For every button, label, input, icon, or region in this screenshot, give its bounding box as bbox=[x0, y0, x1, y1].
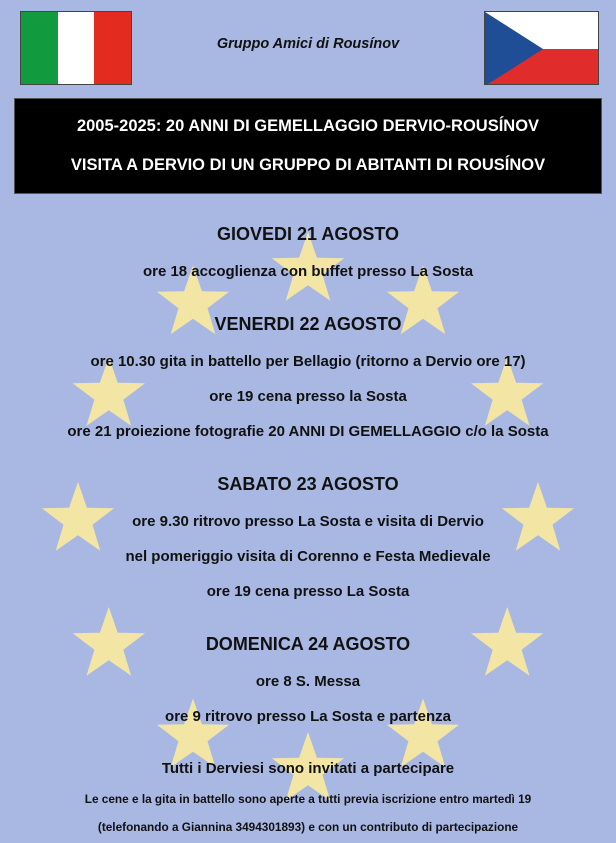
footer-note-2: (telefonando a Giannina 3494301893) e con un contributo di partecipazione bbox=[97, 820, 519, 834]
day-title-saturday: SABATO 23 AGOSTO bbox=[217, 474, 399, 494]
czech-flag-icon bbox=[484, 11, 599, 85]
event-line: ore 9.30 ritrovo presso La Sosta e visita di Dervio bbox=[132, 513, 484, 530]
day-title-friday: VENERDI 22 AGOSTO bbox=[214, 314, 402, 334]
footer-note-1: Le cene e la gita in battello sono aperte a tutti previa iscrizione entro martedì 19 bbox=[84, 792, 532, 806]
banner-line-2: VISITA A DERVIO DI UN GRUPPO DI ABITANTI DI ROUSÍNOV bbox=[70, 156, 546, 174]
italy-flag-icon bbox=[20, 11, 132, 85]
invitation-text: Tutti i Derviesi sono invitati a partecipare bbox=[161, 760, 455, 777]
event-line: ore 21 proiezione fotografie 20 ANNI DI GEMELLAGGIO c/o la Sosta bbox=[67, 423, 549, 440]
event-line: ore 8 S. Messa bbox=[255, 673, 361, 690]
event-line: nel pomeriggio visita di Corenno e Festa Medievale bbox=[125, 548, 491, 565]
organization-name: Gruppo Amici di Rousínov bbox=[216, 36, 400, 52]
banner-line-1: 2005-2025: 20 ANNI DI GEMELLAGGIO DERVIO-ROUSÍNOV bbox=[76, 117, 540, 135]
event-line: ore 9 ritrovo presso La Sosta e partenza bbox=[165, 708, 451, 725]
event-line: ore 18 accoglienza con buffet presso La Sosta bbox=[142, 263, 474, 280]
event-line: ore 19 cena presso La Sosta bbox=[206, 583, 410, 600]
event-line: ore 10.30 gita in battello per Bellagio (ritorno a Dervio ore 17) bbox=[90, 353, 526, 370]
day-title-sunday: DOMENICA 24 AGOSTO bbox=[205, 634, 411, 654]
day-title-thursday: GIOVEDI 21 AGOSTO bbox=[216, 224, 400, 244]
event-line: ore 19 cena presso la Sosta bbox=[209, 388, 407, 405]
title-banner bbox=[14, 98, 602, 194]
